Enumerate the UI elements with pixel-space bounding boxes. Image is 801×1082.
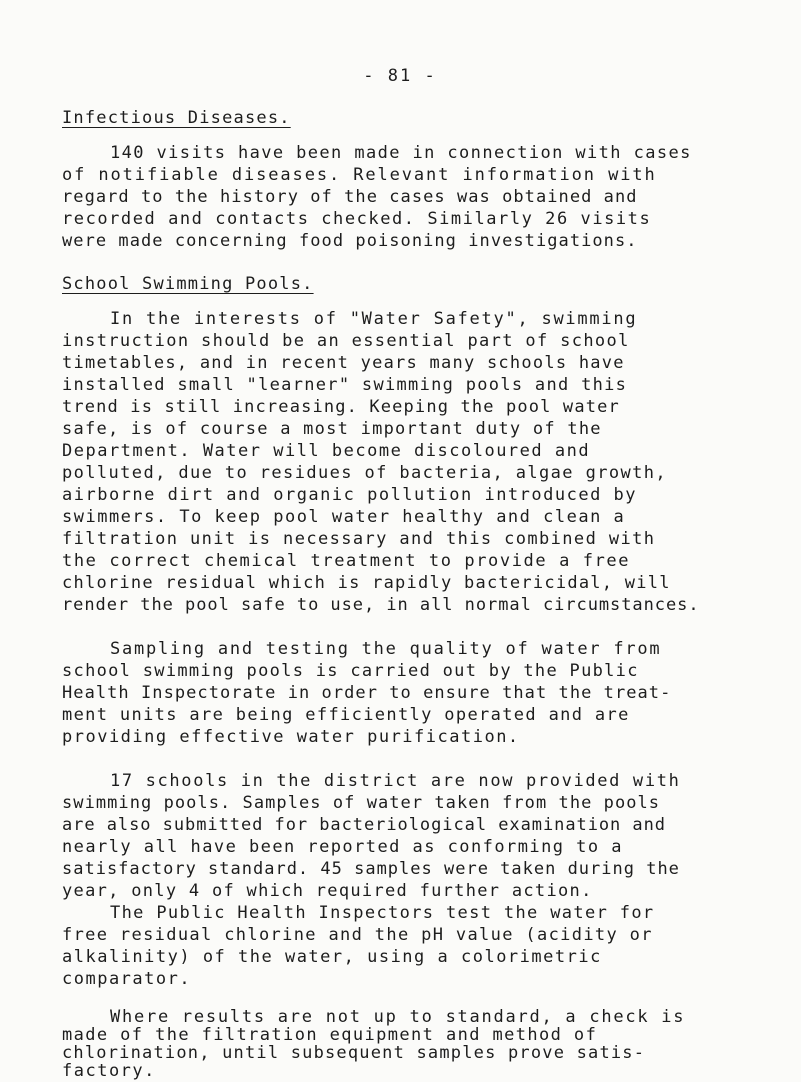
text-line: In the interests of "Water Safety", swimming [110, 309, 638, 329]
text-line: airborne dirt and organic pollution introduced by [62, 485, 638, 505]
section-heading-infectious-diseases: Infectious Diseases. [62, 108, 291, 128]
text-line: school swimming pools is carried out by the Public [62, 661, 639, 681]
text-line: timetables, and in recent years many schools have [62, 353, 625, 373]
text-line: were made concerning food poisoning investigations. [62, 231, 638, 251]
text-line: ment units are being efficiently operated and are [62, 705, 630, 725]
text-line: Sampling and testing the quality of water from [110, 639, 662, 659]
text-line: filtration unit is necessary and this combined with [62, 529, 656, 549]
text-line: Where results are not up to standard, a check is [110, 1007, 686, 1028]
text-line: Health Inspectorate in order to ensure that the treat- [62, 683, 672, 703]
text-line: trend is still increasing. Keeping the pool water [62, 397, 620, 417]
text-line: regard to the history of the cases was obtained and [62, 187, 638, 207]
text-line: satisfactory standard. 45 samples were taken during the [62, 859, 680, 879]
text-line: swimmers. To keep pool water healthy and clean a [62, 507, 626, 527]
text-line: 140 visits have been made in connection with cases [110, 143, 692, 163]
text-line: chlorine residual which is rapidly bactericidal, will [62, 573, 671, 593]
text-line: alkalinity) of the water, using a colorimetric [62, 947, 602, 967]
text-line: year, only 4 of which required further action. [62, 881, 593, 901]
text-line: safe, is of course a most important duty of the [62, 419, 602, 439]
text-line: the correct chemical treatment to provide a free [62, 551, 631, 571]
page-number: - 81 - [363, 66, 437, 86]
text-line: 17 schools in the district are now provided with [110, 771, 681, 791]
text-line: comparator. [62, 969, 192, 989]
text-line: Department. Water will become discoloured and [62, 441, 591, 461]
text-line: recorded and contacts checked. Similarly 26 visits [62, 209, 652, 229]
text-line: providing effective water purification. [62, 727, 520, 747]
text-line: of notifiable diseases. Relevant information with [62, 165, 657, 185]
text-line: swimming pools. Samples of water taken from the pools [62, 793, 661, 813]
text-line: nearly all have been reported as conforming to a [62, 837, 623, 857]
text-line: instruction should be an essential part of school [62, 331, 630, 351]
text-line: made of the filtration equipment and method of [62, 1025, 598, 1046]
text-line: The Public Health Inspectors test the water for [110, 903, 655, 923]
text-line: chlorination, until subsequent samples prove satis- [62, 1043, 646, 1064]
text-line: factory. [62, 1061, 156, 1082]
text-line: render the pool safe to use, in all normal circumstances. [62, 595, 700, 615]
text-line: installed small "learner" swimming pools and this [62, 375, 628, 395]
text-line: polluted, due to residues of bacteria, algae growth, [62, 463, 668, 483]
section-heading-school-swimming-pools: School Swimming Pools. [62, 274, 314, 294]
text-line: free residual chlorine and the pH value (acidity or [62, 925, 653, 945]
text-line: are also submitted for bacteriological examination and [62, 815, 666, 835]
